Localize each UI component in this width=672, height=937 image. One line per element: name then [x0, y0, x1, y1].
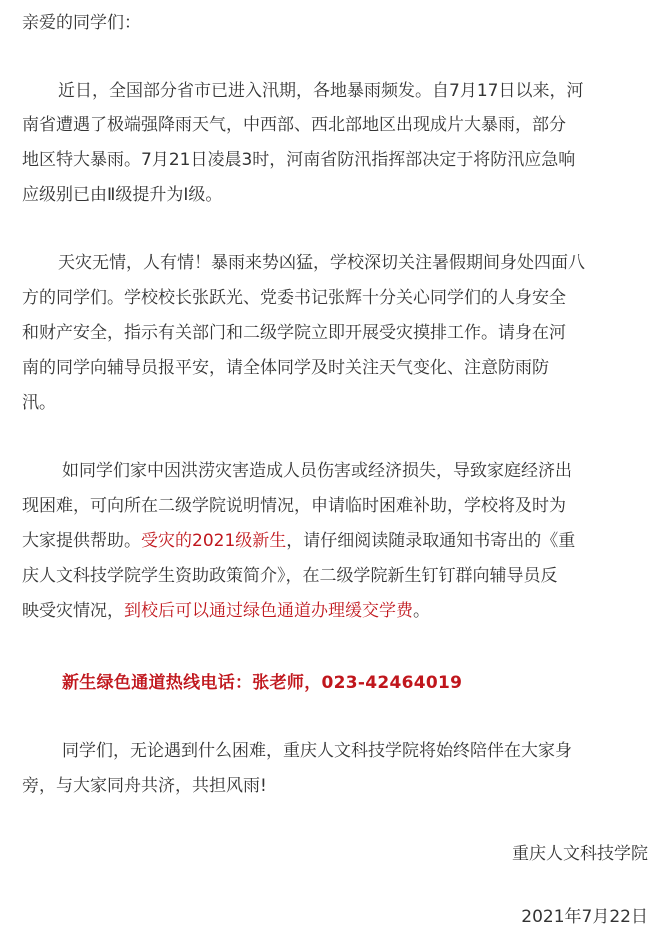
paragraph-1-line-2: 南省遭遇了极端强降雨天气，中西部、西北部地区出现成片大暴雨，部分: [22, 115, 566, 135]
paragraph-3-text: 映受灾情况，: [22, 601, 124, 621]
paragraph-3-line-3: [22, 529, 648, 553]
paragraph-4-line-2: 旁，与大家同舟共济，共担风雨!: [22, 776, 267, 796]
paragraph-3-line-4: 庆人文科技学院学生资助政策简介》，在二级学院新生钉钉群向辅导员反: [22, 566, 558, 586]
paragraph-2-line-2: 方的同学们。学校校长张跃光、党委书记张辉十分关心同学们的人身安全: [22, 288, 566, 308]
signature: 重庆人文科技学院: [512, 844, 648, 864]
paragraph-3-line-2: 现困难，可向所在二级学院说明情况，申请临时困难补助，学校将及时为: [22, 496, 566, 516]
paragraph-2-line-3: 和财产安全，指示有关部门和二级学院立即开展受灾摸排工作。请身在河: [22, 323, 566, 343]
highlight-green-channel: 到校后可以通过绿色通道办理缓交学费: [124, 601, 413, 621]
date: 2021年7月22日: [521, 907, 648, 927]
paragraph-3-text: 。: [413, 601, 430, 621]
paragraph-3-text: ，请仔细阅读随录取通知书寄出的《重: [286, 531, 576, 551]
paragraph-2-line-5: 汛。: [22, 393, 56, 413]
paragraph-1-line-4: 应级别已由Ⅱ级提升为Ⅰ级。: [22, 185, 223, 205]
paragraph-2-line-1: 天灾无情，人有情！暴雨来势凶猛，学校深切关注暑假期间身处四面八: [58, 253, 585, 273]
hotline: 新生绿色通道热线电话：张老师，023-42464019: [62, 673, 463, 693]
highlight-new-students: 受灾的2021级新生: [141, 531, 287, 551]
paragraph-3-line-5: [22, 599, 648, 623]
paragraph-3-text: 大家提供帮助。: [22, 531, 141, 551]
paragraph-2-line-4: 南的同学向辅导员报平安，请全体同学及时关注天气变化、注意防雨防: [22, 358, 549, 378]
paragraph-3-line-1: 如同学们家中因洪涝灾害造成人员伤害或经济损失，导致家庭经济出: [62, 461, 572, 481]
salutation: 亲爱的同学们：: [22, 13, 141, 33]
paragraph-1-line-1: 近日，全国部分省市已进入汛期，各地暴雨频发。自7月17日以来，河: [58, 81, 584, 101]
paragraph-1-line-3: 地区特大暴雨。7月21日凌晨3时，河南省防汛指挥部决定于将防汛应急响: [22, 150, 576, 170]
paragraph-4-line-1: 同学们，无论遇到什么困难，重庆人文科技学院将始终陪伴在大家身: [62, 741, 572, 761]
